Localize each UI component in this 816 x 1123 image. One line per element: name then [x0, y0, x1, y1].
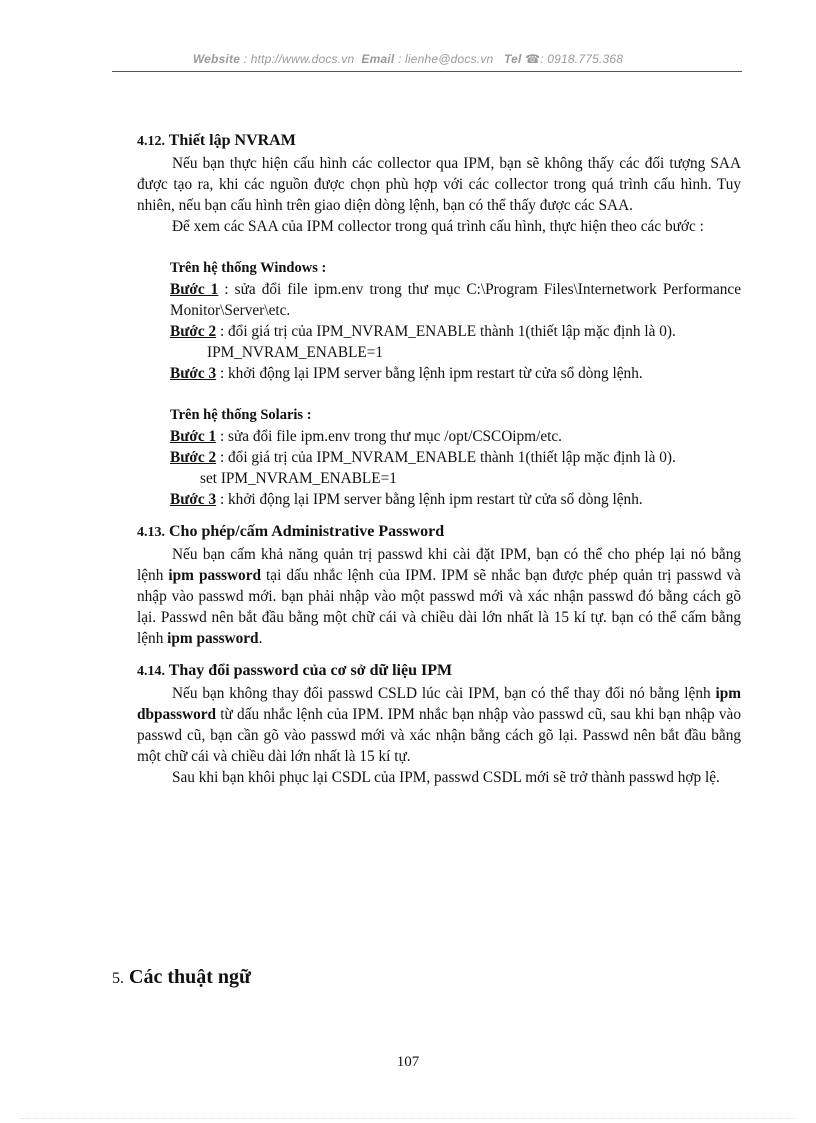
step-label: Bước 2 — [170, 449, 217, 466]
website-value: : http://www.docs.vn — [243, 52, 355, 66]
step-label: Bước 3 — [170, 365, 217, 382]
paragraph: Để xem các SAA của IPM collector trong quá trình cấu hình, thực hiện theo các bước : — [172, 218, 704, 235]
step-label: Bước 1 — [170, 428, 217, 445]
step-label: Bước 3 — [170, 491, 217, 508]
paragraph: Sau khi bạn khôi phục lại CSDL của IPM, passwd CSDL mới sẽ trở thành passwd hợp lệ. — [172, 769, 720, 786]
step-label: Bước 2 — [170, 323, 217, 340]
email-value: : lienhe@docs.vn — [397, 52, 494, 66]
solaris-setting: set IPM_NVRAM_ENABLE=1 — [200, 470, 397, 487]
command: ipm dbpassword — [137, 685, 741, 723]
footer-divider — [20, 1118, 796, 1119]
solaris-step-2 — [137, 447, 741, 468]
text: Nếu bạn không thay đổi passwd CSLD lúc cài IPM, bạn có thể thay đổi nó bằng lệnh — [172, 685, 716, 702]
step-text: : khởi động lại IPM server bằng lệnh ipm restart từ cửa sổ dòng lệnh. — [216, 491, 643, 508]
text: từ dấu nhắc lệnh của IPM. IPM nhắc bạn nhập vào passwd cũ, sau khi bạn nhập vào passwd cũ, bạn cần gõ vào passwd mới và xác nhận bằng cách gõ lại. Passwd nên bắt đầu bằng một chữ cái và chiều dài lớn nhất là 15 kí tự. — [137, 706, 741, 765]
step-text: : khởi động lại IPM server bằng lệnh ipm restart từ cửa sổ dòng lệnh. — [216, 365, 643, 382]
section-title: Các thuật ngữ — [129, 966, 252, 988]
header-divider — [112, 71, 742, 72]
section-number: 4.13. — [137, 525, 165, 540]
windows-heading: Trên hệ thống Windows : — [170, 260, 327, 276]
paragraph: Nếu bạn thực hiện cấu hình các collector qua IPM, bạn sẽ không thấy các đối tượng SAA được tạo ra, khi các nguồn được chọn phù hợp với các collector trong quá trình cấu hình. Tuy nhiên, nếu bạn cấu hình trên giao diện dòng lệnh, bạn có thể thấy được các SAA. — [137, 155, 741, 214]
paragraph — [137, 683, 741, 767]
text: Nếu bạn cấm khả năng quản trị passwd khi cài đặt IPM, bạn có thể cho phép lại nó bằng lệnh — [137, 546, 741, 584]
step-text: : sửa đổi file ipm.env trong thư mục C:\Program Files\Internetwork Performance Monitor\Server\etc. — [170, 281, 741, 319]
page-body — [137, 130, 741, 788]
section-title: Thiết lập NVRAM — [168, 132, 296, 149]
solaris-step-3 — [137, 489, 741, 510]
section-number: 4.12. — [137, 134, 165, 149]
tel-label: Tel — [504, 52, 522, 66]
section-4-14-heading — [137, 660, 741, 683]
section-number: 4.14. — [137, 664, 165, 679]
step-text: : đổi giá trị của IPM_NVRAM_ENABLE thành 1(thiết lập mặc định là 0). — [216, 323, 676, 340]
step-label: Bước 1 — [170, 281, 219, 298]
windows-step-3 — [137, 363, 741, 384]
page-number: 107 — [396, 1054, 420, 1070]
windows-step-2 — [137, 321, 741, 342]
section-4-12-heading — [137, 130, 741, 153]
section-4-13-heading — [137, 521, 741, 544]
windows-setting: IPM_NVRAM_ENABLE=1 — [207, 344, 384, 361]
command: ipm password — [167, 630, 259, 647]
paragraph — [137, 544, 741, 649]
phone-icon: ☎ — [525, 52, 541, 66]
section-5-heading — [112, 966, 251, 989]
step-text: : đổi giá trị của IPM_NVRAM_ENABLE thành 1(thiết lập mặc định là 0). — [216, 449, 676, 466]
text: tại dấu nhắc lệnh của IPM. IPM sẽ nhắc bạn được phép quản trị passwd và nhập vào passwd mới. bạn phải nhập vào một passwd mới và xác nhận passwd đó bằng cách gõ lại. Passwd nên bắt đầu bằng một chữ cái và chiều dài lớn nhất là 15 kí tự. bạn có thể cấm bằng lệnh — [137, 567, 741, 647]
section-title: Cho phép/cấm Administrative Password — [169, 523, 445, 540]
solaris-heading: Trên hệ thống Solaris : — [170, 407, 312, 423]
solaris-step-1 — [137, 426, 741, 447]
text: . — [258, 630, 263, 647]
page-header — [0, 52, 816, 66]
tel-value: : 0918.775.368 — [540, 52, 624, 66]
section-title: Thay đổi password của cơ sở dữ liệu IPM — [168, 662, 453, 679]
step-text: : sửa đổi file ipm.env trong thư mục /opt/CSCOipm/etc. — [216, 428, 562, 445]
section-number: 5. — [112, 970, 124, 987]
email-label: Email — [361, 52, 395, 66]
website-label: Website — [192, 52, 241, 66]
command: ipm password — [168, 567, 261, 584]
windows-step-1 — [137, 279, 741, 321]
